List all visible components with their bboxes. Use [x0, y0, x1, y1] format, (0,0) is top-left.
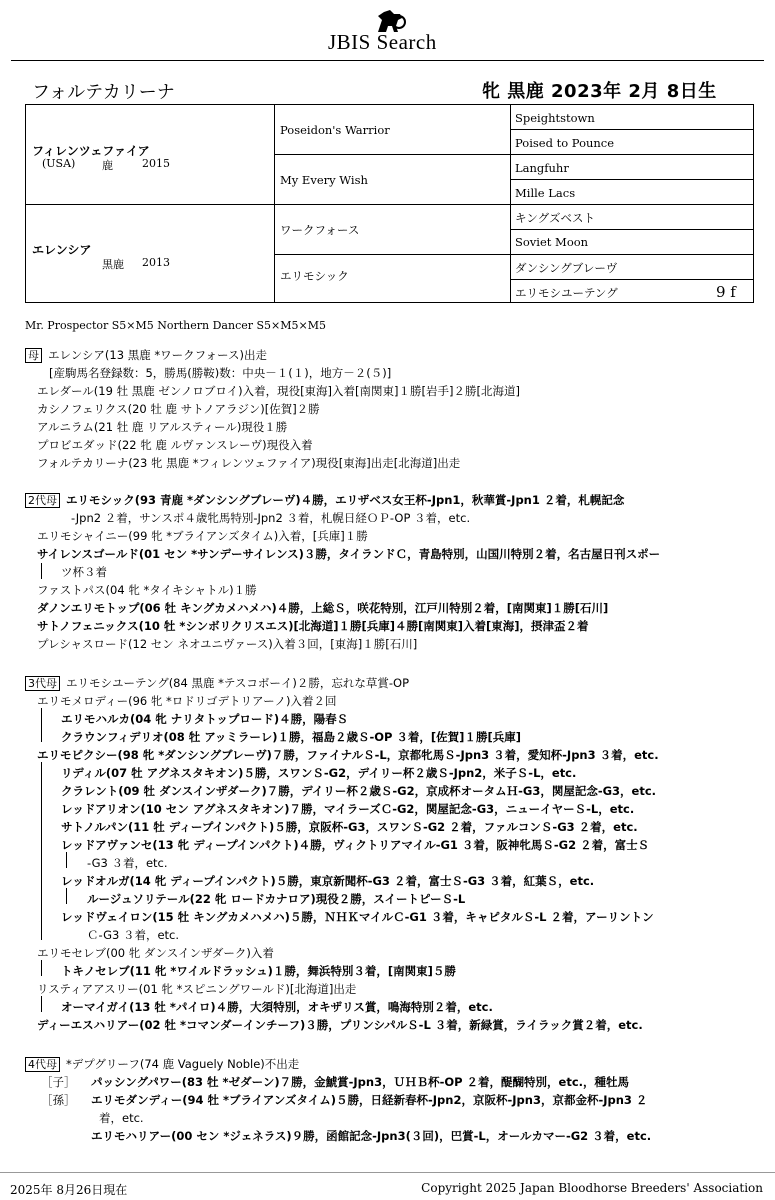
label-child: ［子］	[41, 1075, 76, 1089]
sire-name[interactable]: フィレンツェファイア	[32, 144, 150, 158]
list-item: 着，etc.	[99, 1111, 144, 1125]
list-item[interactable]: リスティアアスリー(01 牝 *スピニングワールド)[北海道]出走	[37, 982, 357, 996]
list-item[interactable]: レッドオルガ(14 牝 ディープインパクト)５勝，東京新聞杯-G3 ２着，富士Ｓ-G3 ３着，紅葉Ｓ，etc.	[61, 874, 595, 888]
list-item[interactable]: 4代母 *デプグリーフ(74 鹿 Vaguely Noble)不出走	[25, 1056, 299, 1072]
list-item: [産駒馬名登録数：5，勝馬(勝鞍)数：中央－１(１)，地方－２(５)]	[49, 366, 392, 380]
tree-bar	[66, 888, 67, 904]
sire-color: 鹿	[102, 159, 113, 172]
list-item[interactable]: エリモシャイニー(99 牝 *ブライアンズタイム)入着，[兵庫]１勝	[37, 529, 368, 543]
list-item[interactable]: プレシャスロード(12 セン ネオユニヴァース)入着３回，[東海]１勝[石川]	[37, 637, 418, 651]
list-item[interactable]: エリモピクシー(98 牝 *ダンシングブレーヴ)７勝，ファイナルＳ-L，京都牝馬Ｓ-Jpn3 ３着，愛知杯-Jpn3 ３着，etc.	[37, 748, 659, 762]
ggen-5[interactable]: キングズベスト	[515, 211, 596, 225]
dam-year: 2013	[142, 256, 170, 269]
pedigree-table	[25, 104, 754, 303]
ggen-4[interactable]: Mille Lacs	[515, 186, 576, 200]
ped-divider	[26, 204, 753, 205]
list-item[interactable]: 2代母 エリモシック(93 青鹿 *ダンシングブレーヴ)４勝，エリザベス女王杯-Jpn1，秋華賞-Jpn1 ２着，札幌記念	[25, 492, 624, 508]
list-item[interactable]: サトノフェニックス(10 牡 *シンボリクリスエス)[北海道]１勝[兵庫]４勝[南関東]入着[東海]，摂津盃２着	[37, 619, 589, 633]
ped-divider	[510, 129, 753, 130]
list-item: 母 エレンシア(13 黒鹿 *ワークフォース)出走	[25, 347, 267, 363]
list-item[interactable]: プロビエダッド(22 牝 鹿 ルヴァンスレーヴ)現役入着	[37, 438, 313, 452]
tree-bar	[41, 762, 42, 940]
sire-dam[interactable]: My Every Wish	[280, 173, 368, 187]
list-item: ツ杯３着	[61, 565, 107, 579]
list-item[interactable]: アルニラム(21 牡 鹿 リアルスティール)現役１勝	[37, 420, 288, 434]
list-item[interactable]: クラウンフィデリオ(08 牡 アッミラーレ)１勝，福島２歳Ｓ-OP ３着，[佐賀]１勝[兵庫]	[61, 730, 521, 744]
tree-bar	[41, 563, 42, 579]
jbis-logo[interactable]	[0, 8, 775, 56]
list-item[interactable]: パッシングパワー(83 牡 *ゼダーン)７勝，金鯱賞-Jpn3，ＵＨＢ杯-OP ２着，醍醐特別，etc.，種牡馬	[91, 1075, 630, 1089]
list-item[interactable]: クラレント(09 牡 ダンスインザダーク)７勝，デイリー杯２歳Ｓ-G2，京成杯オータムＨ-G3，関屋記念-G3，etc.	[61, 784, 657, 798]
ggen-1[interactable]: Speightstown	[515, 111, 595, 125]
list-item[interactable]: ルージュソリテール(22 牝 ロードカナロア)現役２勝，スイートピーＳ-L	[87, 892, 466, 906]
header-divider	[11, 60, 764, 61]
list-item[interactable]: サトノルパン(11 牡 ディープインパクト)５勝，京阪杯-G3，スワンＳ-G2 ２着，ファルコンＳ-G3 ２着，etc.	[61, 820, 638, 834]
gen-tag: 2代母	[25, 493, 60, 508]
list-item[interactable]: レッドヴェイロン(15 牡 キングカメハメハ)５勝，ＮＨＫマイルＣ-G1 ３着，キャピタルＳ-L ２着，アーリントン	[61, 910, 654, 924]
family-number: 9 f	[716, 283, 736, 301]
list-item[interactable]: エリモダンディー(94 牡 *ブライアンズタイム)５勝，日経新春杯-Jpn2，京阪杯-Jpn3，京都金杯-Jpn3 ２	[91, 1093, 648, 1107]
sire-sire[interactable]: Poseidon's Warrior	[280, 123, 390, 137]
inbreeding-cross: Mr. Prospector S5×M5 Northern Dancer S5×M5×M5	[25, 319, 326, 332]
logo-text: JBIS Search	[328, 30, 437, 54]
ped-divider	[274, 154, 753, 155]
list-item[interactable]: エリモセレブ(00 牝 ダンスインザダーク)入着	[37, 946, 274, 960]
list-item: Ｃ-G3 ３着，etc.	[87, 928, 180, 942]
list-item[interactable]: トキノセレブ(11 牝 *ワイルドラッシュ)１勝，舞浜特別３着，[南関東]５勝	[61, 964, 456, 978]
gen-tag: 3代母	[25, 676, 60, 691]
horse-name: フォルテカリーナ	[32, 82, 175, 103]
list-item[interactable]: ディーエスハリアー(02 牡 *コマンダーインチーフ)３勝，プリンシパルＳ-L ３着，新緑賞，ライラック賞２着，etc.	[37, 1018, 643, 1032]
tree-bar	[41, 960, 42, 976]
dam-sire[interactable]: ワークフォース	[280, 223, 360, 237]
ped-divider	[510, 279, 753, 280]
list-item[interactable]: ファストパス(04 牝 *タイキシャトル)１勝	[37, 583, 257, 597]
sire-year: 2015	[142, 157, 170, 170]
footer-date: 2025年 8月26日現在	[10, 1183, 128, 1197]
dam-color: 黒鹿	[102, 258, 124, 271]
list-item: -Jpn2 ２着，サンスポ４歳牝馬特別-Jpn2 ３着，札幌日経ＯＰ-OP ３着，etc.	[71, 511, 471, 525]
list-item[interactable]: レッドアリオン(10 セン アグネスタキオン)７勝，マイラーズＣ-G2，関屋記念-G3，ニューイヤーＳ-L，etc.	[61, 802, 635, 816]
list-item[interactable]: 3代母 エリモシユーテング(84 黒鹿 *テスコボーイ)２勝，忘れな草賞-OP	[25, 675, 409, 691]
list-item[interactable]: フォルテカリーナ(23 牝 黒鹿 *フィレンツェファイア)現役[東海]出走[北海道]出走	[37, 456, 461, 470]
dam-name[interactable]: エレンシア	[32, 243, 92, 257]
footer-copyright: Copyright 2025 Japan Bloodhorse Breeders' Association	[421, 1181, 763, 1195]
list-item[interactable]: リディル(07 牡 アグネスタキオン)５勝，スワンＳ-G2，デイリー杯２歳Ｓ-Jpn2，米子Ｓ-L，etc.	[61, 766, 577, 780]
ggen-8[interactable]: エリモシユーテング	[515, 286, 618, 300]
list-item[interactable]: エリモハリアー(00 セン *ジェネラス)９勝，函館記念-Jpn3(３回)，巴賞-L，オールカマー-G2 ３着，etc.	[91, 1129, 652, 1143]
list-item[interactable]: エリモハルカ(04 牝 ナリタトップロード)４勝，陽春Ｓ	[61, 712, 349, 726]
list-item[interactable]: カシノフェリクス(20 牡 鹿 サトノアラジン)[佐賀]２勝	[37, 402, 320, 416]
ped-divider	[274, 254, 753, 255]
label-grandchild: ［孫］	[41, 1093, 76, 1107]
tree-bar	[66, 852, 67, 868]
footer-divider	[0, 1172, 775, 1173]
ggen-2[interactable]: Poised to Pounce	[515, 136, 615, 150]
ggen-7[interactable]: ダンシングブレーヴ	[515, 261, 618, 275]
ped-divider	[510, 179, 753, 180]
tree-bar	[41, 996, 42, 1012]
ggen-3[interactable]: Langfuhr	[515, 161, 569, 175]
horse-info: 牝 黒鹿 2023年 2月 8日生	[482, 81, 717, 102]
list-item[interactable]: サイレンスゴールド(01 セン *サンデーサイレンス)３勝，タイランドＣ，青島特別，山国川特別２着，名古屋日刊スポー	[37, 547, 661, 561]
ggen-6[interactable]: Soviet Moon	[515, 235, 589, 249]
list-item[interactable]: エリモメロディー(96 牝 *ロドリゴデトリアーノ)入着２回	[37, 694, 337, 708]
list-item[interactable]: ダノンエリモトップ(06 牡 キングカメハメハ)４勝，上総Ｓ，咲花特別，江戸川特別２着，[南関東]１勝[石川]	[37, 601, 609, 615]
dam-dam[interactable]: エリモシック	[280, 269, 349, 283]
list-item[interactable]: オーマイガイ(13 牡 *パイロ)４勝，大須特別，オキザリス賞，鳴海特別２着，etc.	[61, 1000, 493, 1014]
list-item[interactable]: レッドアヴァンセ(13 牝 ディープインパクト)４勝，ヴィクトリアマイル-G1 ３着，阪神牝馬Ｓ-G2 ２着，富士Ｓ	[61, 838, 650, 852]
list-item: -G3 ３着，etc.	[87, 856, 168, 870]
tree-bar	[41, 708, 42, 742]
sire-origin: (USA)	[42, 157, 76, 170]
list-item[interactable]: エレダール(19 牡 黒鹿 ゼンノロブロイ)入着，現役[東海]入着[南関東]１勝[岩手]２勝[北海道]	[37, 384, 520, 398]
ped-divider	[510, 229, 753, 230]
gen-tag: 4代母	[25, 1057, 60, 1072]
gen-tag: 母	[25, 348, 42, 363]
